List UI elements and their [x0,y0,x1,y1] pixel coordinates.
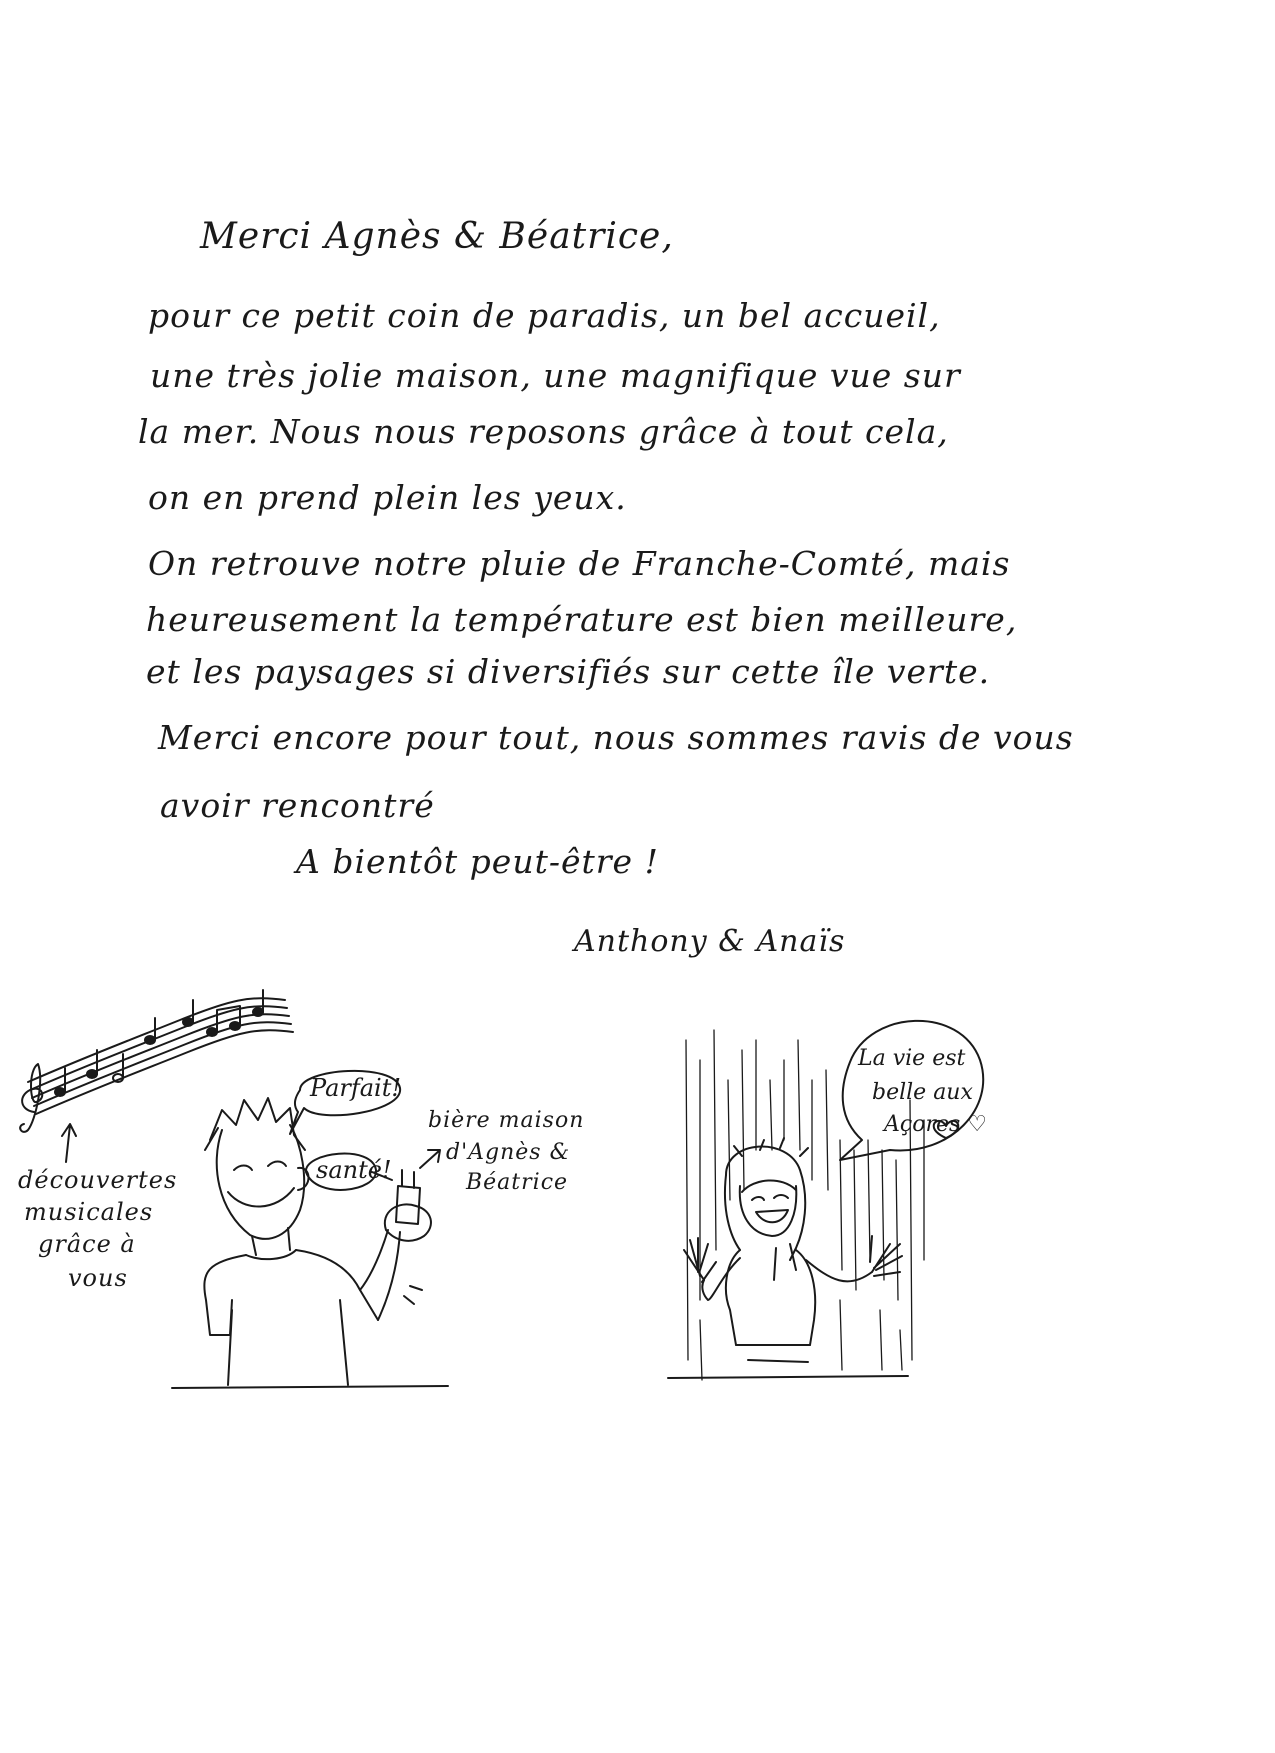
music-note-line: musicales [24,1198,154,1226]
bubble-right-line: La vie est [858,1046,966,1071]
letter-line: On retrouve notre pluie de Franche-Comté, mais [148,544,1011,583]
beer-note-line: bière maison [428,1108,585,1133]
bubble-parfait-text: Parfait! [310,1074,402,1102]
bubble-sante-text: santé! [316,1156,392,1184]
letter-line: pour ce petit coin de paradis, un bel accueil, [148,296,941,335]
arrow-icon [420,1150,440,1168]
music-note-line: découvertes [18,1166,178,1194]
woman-in-rain-drawing [668,1138,908,1378]
arrow-up-icon [62,1124,76,1162]
man-with-beer-drawing [172,1098,448,1388]
letter-line: Merci encore pour tout, nous sommes ravis de vous [158,718,1074,757]
letter-line: on en prend plein les yeux. [148,478,627,517]
letter-signature: Anthony & Anaïs [574,924,846,959]
bubble-right-line: belle aux [872,1080,973,1105]
music-note-line: grâce à [38,1230,136,1258]
letter-line: la mer. Nous nous reposons grâce à tout cela, [138,412,949,451]
letter-greeting: Merci Agnès & Béatrice, [200,216,674,257]
letter-line: une très jolie maison, une magnifique vue sur [150,356,961,395]
bubble-right-line: Açores ♡ [884,1112,987,1137]
beer-note-line: d'Agnès & [446,1140,571,1165]
letter-closing: A bientôt peut-être ! [296,842,659,881]
letter-line: avoir rencontré [160,786,435,825]
letter-line: heureusement la température est bien meilleure, [146,600,1018,639]
music-note-line: vous [68,1264,128,1292]
letter-line: et les paysages si diversifiés sur cette île verte. [146,652,991,691]
beer-note-line: Béatrice [466,1170,569,1195]
